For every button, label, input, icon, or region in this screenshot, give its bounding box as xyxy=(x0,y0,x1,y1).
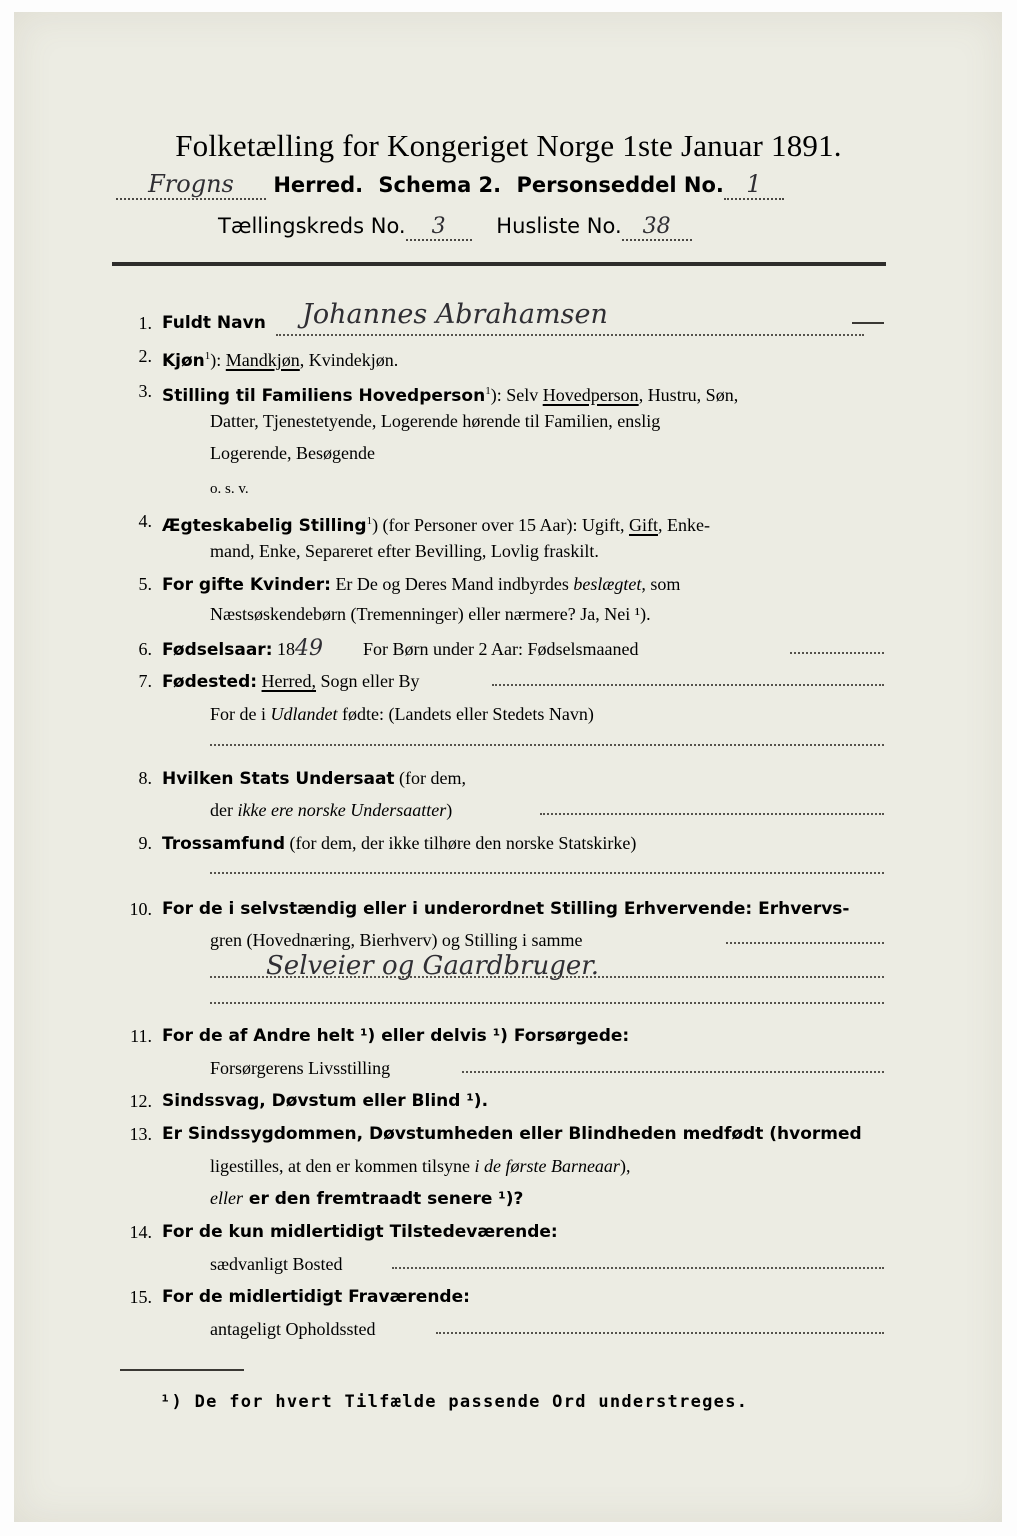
item-label: Er Sindssygdommen, Døvstumheden eller Blindheden medfødt (hvormed xyxy=(162,1124,862,1144)
item-number: 12. xyxy=(129,1091,152,1111)
item-text: i de første Barneaar xyxy=(474,1156,620,1176)
item-number: 15. xyxy=(129,1287,152,1307)
item-text: Næstsøskendebørn (Tremenninger) eller nærmere? Ja, Nei ¹). xyxy=(210,604,651,624)
item-number: 8. xyxy=(138,768,152,788)
kreds-label: Tællingskreds No. xyxy=(218,214,406,238)
item-text: antageligt Opholdssted xyxy=(210,1319,376,1339)
item-text: 18 xyxy=(277,639,295,659)
gender-selected: Mandkjøn xyxy=(225,350,300,370)
fill-line xyxy=(210,872,884,874)
birthplace-selected: Herred, xyxy=(261,671,317,691)
item-number: 9. xyxy=(138,833,152,853)
item-label: Hvilken Stats Undersaat xyxy=(162,769,395,789)
name-end-line xyxy=(852,322,884,324)
item-text: Forsørgerens Livsstilling xyxy=(210,1058,391,1078)
fill-line xyxy=(210,976,884,978)
item-text: som xyxy=(645,574,681,594)
item-text: (for dem, xyxy=(394,768,467,788)
item-text: der xyxy=(210,800,238,820)
full-name-value: Johannes Abrahamsen xyxy=(302,299,608,330)
item-text: ) (for Personer over 15 Aar): Ugift, xyxy=(372,515,629,535)
fill-line xyxy=(462,1071,884,1073)
item-text: mand, Enke, Separeret efter Bevilling, Lovlig fraskilt. xyxy=(210,541,599,561)
item-label: Stilling til Familiens Hovedperson xyxy=(162,386,486,406)
header-rule xyxy=(112,262,886,266)
marital-selected: Gift xyxy=(628,515,658,535)
item-number: 4. xyxy=(138,511,152,531)
item-text: ikke ere norske Undersaatter xyxy=(237,800,447,820)
fill-line xyxy=(726,942,884,944)
item-number: 1. xyxy=(138,313,152,333)
item-text: ): xyxy=(210,350,226,370)
item-text: ligestilles, at den er kommen tilsyne xyxy=(210,1156,475,1176)
item-text: For de i xyxy=(210,704,271,724)
herred-value: Frogns xyxy=(116,170,266,200)
item-number: 2. xyxy=(138,346,152,366)
fill-line xyxy=(210,1002,884,1004)
herred-label: Herred. xyxy=(273,173,364,197)
item-text: ): Selv xyxy=(490,385,543,405)
fill-line xyxy=(540,813,884,815)
item-label: Fuldt Navn xyxy=(162,313,266,333)
item-text: beslægtet, xyxy=(573,574,646,594)
kreds-value: 3 xyxy=(406,214,472,241)
item-label: For de midlertidigt Fraværende: xyxy=(162,1287,470,1307)
item-label: Fødested: xyxy=(162,672,258,692)
item-label: Sindssvag, Døvstum eller Blind ¹). xyxy=(162,1091,489,1111)
personseddel-label: Personseddel No. xyxy=(516,173,724,197)
item-label: Ægteskabelig Stilling xyxy=(162,516,367,536)
item-text: ), xyxy=(619,1156,631,1176)
herred-line xyxy=(116,170,784,200)
item-text: , Hustru, Søn, xyxy=(638,385,739,405)
footnote-rule xyxy=(120,1369,244,1371)
item-label: Trossamfund xyxy=(162,834,285,854)
item-text: Datter, Tjenestetyende, Logerende hørende til Familien, enslig xyxy=(210,411,661,431)
item-text: Sogn eller By xyxy=(316,671,420,691)
item-number: 13. xyxy=(129,1124,152,1144)
husliste-label: Husliste No. xyxy=(496,214,622,238)
schema-label: Schema 2. xyxy=(378,173,502,197)
position-selected: Hovedperson xyxy=(542,385,639,405)
item-text: , Enke- xyxy=(657,515,710,535)
item-text: fødte: (Landets eller Stedets Navn) xyxy=(337,704,594,724)
item-text: Er De og Deres Mand indbyrdes xyxy=(330,574,574,594)
item-text: gren (Hovednæring, Bierhverv) og Stilling i samme xyxy=(210,930,583,950)
item-number: 6. xyxy=(138,639,152,659)
fill-line xyxy=(436,1332,884,1334)
item-text: ) xyxy=(446,800,453,820)
item-label: For gifte Kvinder: xyxy=(162,575,331,595)
item-text: o. s. v. xyxy=(210,481,249,497)
kreds-line xyxy=(218,214,692,241)
item-text: , Kvindekjøn. xyxy=(299,350,399,370)
item-label: For de i selvstændig eller i underordnet Stilling Erhvervende: Erhvervs- xyxy=(162,899,850,919)
item-number: 11. xyxy=(130,1026,152,1046)
husliste-value: 38 xyxy=(622,214,692,241)
item-label: Fødselsaar: xyxy=(162,640,273,660)
fill-line xyxy=(492,684,884,686)
item-text: For Børn under 2 Aar: Fødselsmaaned xyxy=(363,639,639,659)
item-label: For de af Andre helt ¹) eller delvis ¹) Forsørgede: xyxy=(162,1026,630,1046)
item-text: sædvanligt Bosted xyxy=(210,1254,343,1274)
fill-line xyxy=(210,744,884,746)
fill-line xyxy=(392,1267,884,1269)
birth-year-value: 49 xyxy=(295,636,323,661)
item-text: Udlandet xyxy=(270,704,338,724)
item-text: Logerende, Besøgende xyxy=(210,443,375,463)
personseddel-value: 1 xyxy=(724,170,784,200)
item-number: 3. xyxy=(138,381,152,401)
item-number: 7. xyxy=(138,671,152,691)
item-text: (for dem, der ikke tilhøre den norske Statskirke) xyxy=(284,833,637,853)
form-title: Folketælling for Kongeriget Norge 1ste Januar 1891. xyxy=(175,128,842,163)
occupation-value: Selveier og Gaardbruger. xyxy=(266,951,600,981)
fill-line xyxy=(790,652,884,654)
name-fill-line xyxy=(276,334,864,336)
item-number: 10. xyxy=(129,899,152,919)
item-number: 5. xyxy=(138,574,152,594)
item-label: Kjøn xyxy=(162,351,205,371)
item-number: 14. xyxy=(129,1222,152,1242)
item-text: er den fremtraadt senere ¹)? xyxy=(243,1189,524,1209)
footnote: ¹) De for hvert Tilfælde passende Ord understreges. xyxy=(160,1392,749,1412)
item-text: eller xyxy=(210,1188,243,1208)
item-label: For de kun midlertidigt Tilstedeværende: xyxy=(162,1222,558,1242)
